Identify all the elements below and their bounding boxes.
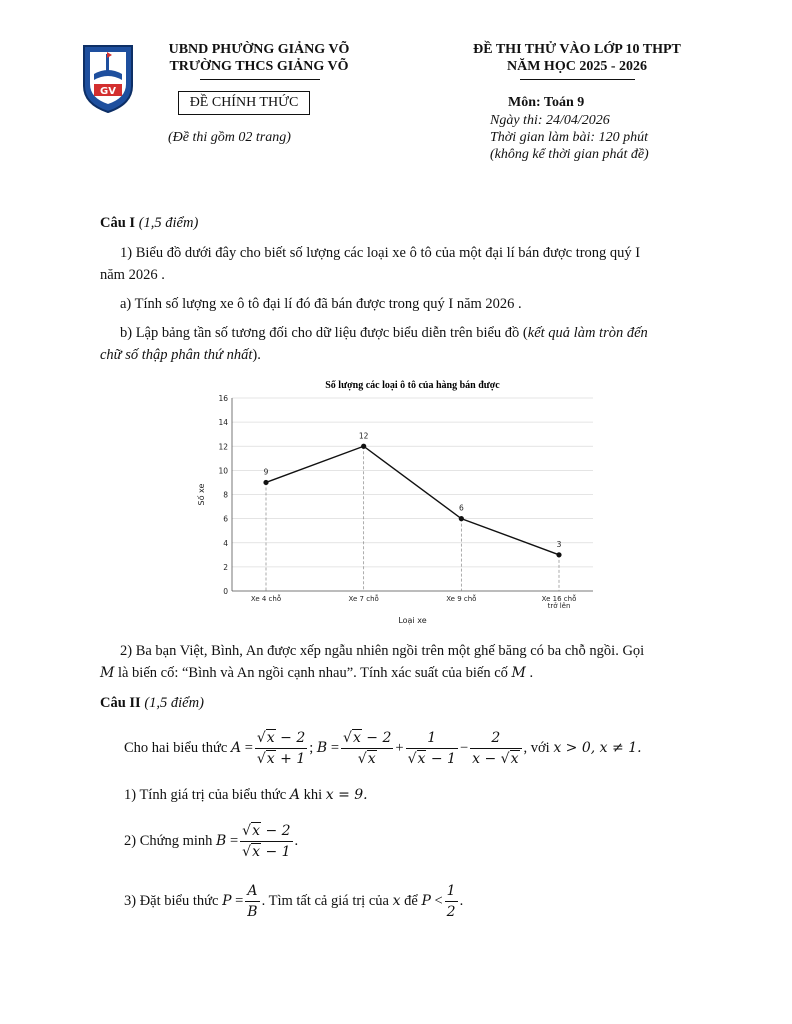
- event-m: M: [100, 665, 115, 681]
- q1-p2b-end: .: [529, 665, 534, 681]
- x-tick-label: Xe 7 chỗ: [348, 595, 379, 603]
- fraction-half: $\frac{1}{2}$: [446, 882, 456, 920]
- x-tick-label: Xe 4 chỗ: [250, 595, 282, 603]
- y-tick-label: 8: [223, 490, 228, 500]
- school-underline: [200, 79, 320, 80]
- school-authority: UBND PHƯỜNG GIẢNG VÕ: [168, 42, 350, 57]
- y-tick-label: 2: [223, 562, 228, 572]
- q2-points: (1,5 điểm): [144, 695, 204, 711]
- q2-s3: 3) Đặt biểu thức P = $\frac{A}{B}$ . Tìm tất cả giá trị của x để P < $\frac{1}{2}$ .: [124, 882, 464, 920]
- school-logo: [80, 42, 136, 114]
- chart-title: Số lượng các loại ô tô của hàng bán được: [325, 380, 500, 391]
- exam-underline: [520, 79, 635, 80]
- x-axis-label: Loại xe: [398, 616, 427, 625]
- x-tick-label: trở lên: [547, 602, 571, 610]
- x-tick-label: Xe 9 chỗ: [446, 595, 477, 603]
- data-label: 12: [358, 431, 369, 441]
- q2-expressions: Cho hai biểu thức A = $\frac{√x - 2}{√x + 1}$ ; B = $\frac{√x - 2}{√x}$ + $\frac{1}{√x - 1}$ − $\frac{2}{x - √x}$ , với x > 0, x ≠ 1.: [124, 729, 642, 767]
- y-tick-label: 14: [218, 418, 228, 428]
- duration: Thời gian làm bài: 120 phút: [490, 130, 648, 145]
- event-m-2: M: [511, 665, 526, 681]
- subject: Môn: Toán 9: [508, 95, 585, 110]
- data-point: [556, 552, 561, 557]
- duration-note: (không kể thời gian phát đề): [490, 147, 649, 162]
- logo-text: GV: [100, 86, 116, 97]
- q1-p1b: năm 2026 .: [100, 267, 165, 283]
- data-point: [459, 516, 464, 521]
- fraction-b-simplified: $\frac{√x - 2}{√x - 1}$: [242, 822, 291, 860]
- q1-p2b: [100, 663, 533, 683]
- q1-title: Câu I: [100, 215, 136, 231]
- fraction-b2: $\frac{1}{√x - 1}$: [407, 729, 456, 767]
- q1-pb-start: b) Lập bảng tần số tương đối cho dữ liệu được biểu diễn trên biểu đồ (: [120, 325, 528, 341]
- data-label: 6: [458, 503, 464, 513]
- q1-p1: 1) Biểu đồ dưới đây cho biết số lượng các loại xe ô tô của một đại lí bán được trong quý I: [120, 245, 641, 261]
- y-axis-label: Số xe: [197, 483, 206, 506]
- q2-s1: 1) Tính giá trị của biểu thức A khi x = 9.: [124, 786, 368, 803]
- q2-heading: [100, 693, 204, 713]
- fraction-p: $\frac{A}{B}$: [247, 882, 258, 920]
- fraction-b1: $\frac{√x - 2}{√x}$: [343, 729, 392, 767]
- q2-cond: , với: [523, 739, 550, 756]
- data-point: [361, 444, 366, 449]
- q1-pb: [120, 323, 700, 343]
- q1-p2b-text: là biến cố: “Bình và An ngồi cạnh nhau”. Tính xác suất của biến cố: [117, 665, 508, 681]
- official-box: ĐỀ CHÍNH THỨC: [178, 91, 310, 115]
- q2-s2: 2) Chứng minh B = $\frac{√x - 2}{√x - 1}$ .: [124, 822, 299, 860]
- q1-pb-line2: [100, 345, 261, 365]
- q1-heading: [100, 213, 198, 233]
- q2-cond-math: x > 0, x ≠ 1.: [553, 740, 642, 756]
- school-name: TRƯỜNG THCS GIẢNG VÕ: [169, 59, 349, 74]
- q1-pb-italic1: kết quả làm tròn đến: [527, 325, 648, 341]
- y-tick-label: 16: [218, 394, 228, 403]
- q2-title: Câu II: [100, 695, 141, 711]
- q1-pa: a) Tính số lượng xe ô tô đại lí đó đã bán được trong quý I năm 2026 .: [120, 296, 522, 312]
- y-tick-label: 10: [218, 466, 228, 476]
- line-chart: [190, 376, 610, 626]
- x-tick-label: Xe 16 chỗ: [541, 595, 577, 603]
- exam-date: Ngày thi: 24/04/2026: [490, 113, 610, 128]
- q1-pb-italic2: chữ số thập phân thứ nhất: [100, 347, 253, 363]
- data-label: 9: [263, 467, 269, 477]
- y-tick-label: 0: [223, 587, 228, 596]
- fraction-b3: $\frac{2}{x - √x}$: [470, 730, 521, 767]
- q1-pb-end: ).: [252, 347, 261, 363]
- pages-note: (Đề thi gồm 02 trang): [168, 130, 291, 145]
- y-tick-label: 4: [223, 538, 228, 548]
- q2-intro: Cho hai biểu thức: [124, 739, 228, 756]
- y-tick-label: 12: [218, 442, 228, 452]
- data-point: [263, 480, 268, 485]
- exam-year: NĂM HỌC 2025 - 2026: [507, 59, 647, 74]
- fraction-a: $\frac{√x - 2}{√x + 1}$: [256, 729, 306, 767]
- data-label: 3: [556, 539, 562, 549]
- q1-p2: 2) Ba bạn Việt, Bình, An được xếp ngẫu nhiên ngồi trên một ghế băng có ba chỗ ngồi. Gọi: [120, 643, 645, 659]
- exam-title: ĐỀ THI THỬ VÀO LỚP 10 THPT: [473, 42, 681, 57]
- y-tick-label: 6: [223, 514, 228, 524]
- q1-points: (1,5 điểm): [138, 215, 199, 231]
- series-line: [263, 446, 559, 555]
